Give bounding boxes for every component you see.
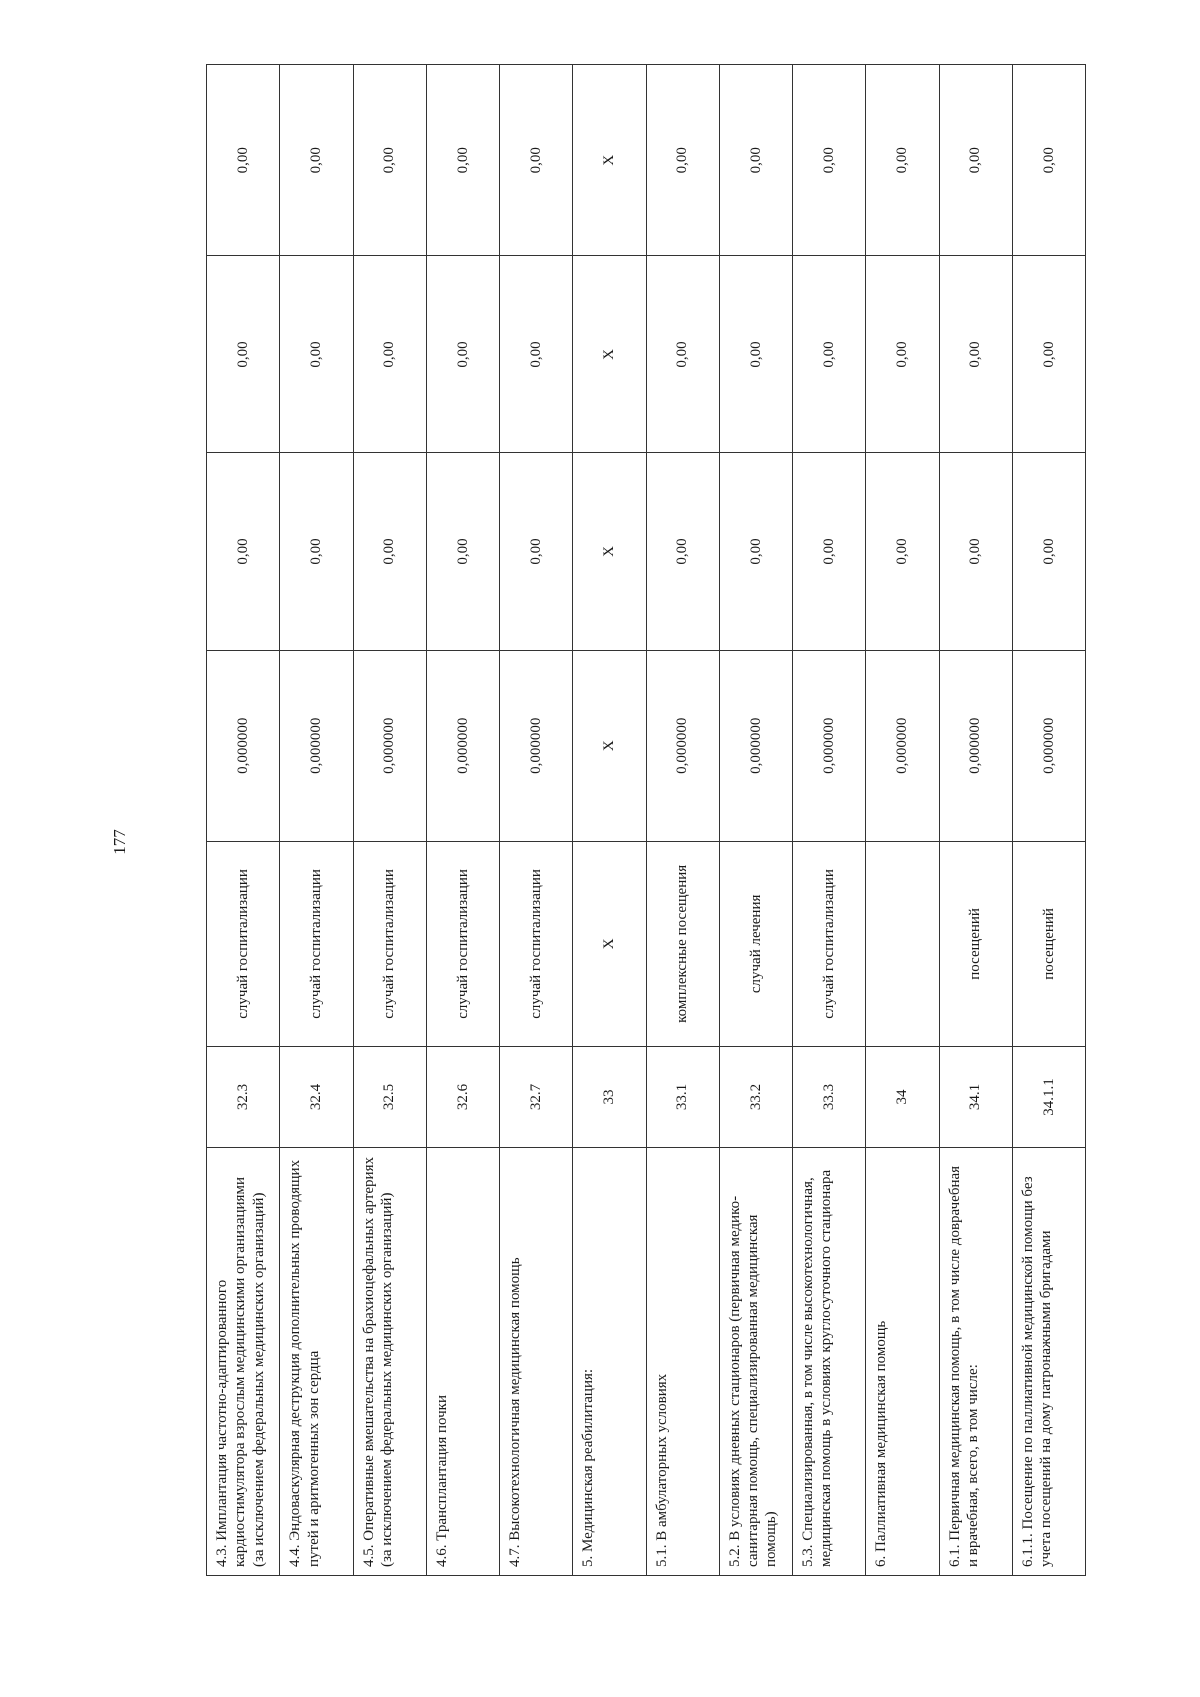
value-cell-2: 0,00 — [939, 453, 1012, 650]
row-name-cell: 5.3. Специализированная, в том числе высокотехнологичная, медицинская помощь в условиях круглосуточного стационара — [793, 1148, 866, 1576]
row-number-cell: 32.5 — [353, 1046, 426, 1147]
value-cell-3: 0,00 — [939, 256, 1012, 453]
table-row — [866, 65, 939, 1576]
unit-cell: посещений — [939, 841, 1012, 1046]
unit-cell: случай госпитализации — [793, 841, 866, 1046]
value-cell-1: 0,000000 — [719, 650, 792, 841]
value-cell-2: 0,00 — [646, 453, 719, 650]
value-cell-1: X — [573, 650, 646, 841]
value-cell-2: 0,00 — [426, 453, 499, 650]
value-cell-1: 0,000000 — [207, 650, 280, 841]
value-cell-3: 0,00 — [280, 256, 353, 453]
value-cell-3: 0,00 — [866, 256, 939, 453]
value-cell-1: 0,000000 — [353, 650, 426, 841]
table-row — [426, 65, 499, 1576]
value-cell-3: 0,00 — [500, 256, 573, 453]
table-row — [207, 65, 280, 1576]
value-cell-2: 0,00 — [353, 453, 426, 650]
row-name-cell: 5. Медицинская реабилитация: — [573, 1148, 646, 1576]
rotated-table-frame — [206, 64, 1086, 1576]
table-row — [353, 65, 426, 1576]
row-name-cell: 6. Паллиативная медицинская помощь — [866, 1148, 939, 1576]
unit-cell: комплексные посещения — [646, 841, 719, 1046]
table-row — [280, 65, 353, 1576]
row-name-cell: 4.6. Трансплантация почки — [426, 1148, 499, 1576]
value-cell-4: 0,00 — [793, 65, 866, 256]
data-table — [206, 64, 1086, 1576]
row-number-cell: 33.3 — [793, 1046, 866, 1147]
value-cell-4: 0,00 — [500, 65, 573, 256]
table-row — [500, 65, 573, 1576]
value-cell-1: 0,000000 — [866, 650, 939, 841]
unit-cell: посещений — [1012, 841, 1085, 1046]
value-cell-2: 0,00 — [280, 453, 353, 650]
row-number-cell: 32.6 — [426, 1046, 499, 1147]
value-cell-3: 0,00 — [793, 256, 866, 453]
value-cell-3: 0,00 — [719, 256, 792, 453]
row-number-cell: 33.1 — [646, 1046, 719, 1147]
value-cell-4: 0,00 — [1012, 65, 1085, 256]
row-name-cell: 4.3. Имплантация частотно-адаптированного кардиостимулятора взрослым медицинскими организациями (за исключением федеральных медицинских организаций) — [207, 1148, 280, 1576]
row-number-cell: 33.2 — [719, 1046, 792, 1147]
value-cell-4: 0,00 — [646, 65, 719, 256]
value-cell-1: 0,000000 — [939, 650, 1012, 841]
table-row — [573, 65, 646, 1576]
row-name-cell: 6.1.1. Посещение по паллиативной медицинской помощи без учета посещений на дому патронажными бригадами — [1012, 1148, 1085, 1576]
value-cell-4: 0,00 — [207, 65, 280, 256]
value-cell-1: 0,000000 — [646, 650, 719, 841]
value-cell-2: 0,00 — [207, 453, 280, 650]
value-cell-1: 0,000000 — [1012, 650, 1085, 841]
value-cell-1: 0,000000 — [426, 650, 499, 841]
value-cell-2: 0,00 — [793, 453, 866, 650]
row-number-cell: 32.7 — [500, 1046, 573, 1147]
value-cell-3: 0,00 — [353, 256, 426, 453]
unit-cell: случай госпитализации — [500, 841, 573, 1046]
value-cell-4: 0,00 — [939, 65, 1012, 256]
row-name-cell: 5.2. В условиях дневных стационаров (первичная медико-санитарная помощь, специализированная медицинская помощь) — [719, 1148, 792, 1576]
row-number-cell: 34 — [866, 1046, 939, 1147]
table-row — [646, 65, 719, 1576]
value-cell-4: 0,00 — [353, 65, 426, 256]
row-name-cell: 6.1. Первичная медицинская помощь, в том числе доврачебная и врачебная, всего, в том числе: — [939, 1148, 1012, 1576]
value-cell-3: 0,00 — [426, 256, 499, 453]
value-cell-2: 0,00 — [500, 453, 573, 650]
value-cell-4: X — [573, 65, 646, 256]
value-cell-2: 0,00 — [866, 453, 939, 650]
value-cell-2: 0,00 — [719, 453, 792, 650]
value-cell-3: 0,00 — [1012, 256, 1085, 453]
value-cell-2: X — [573, 453, 646, 650]
row-number-cell: 33 — [573, 1046, 646, 1147]
unit-cell: X — [573, 841, 646, 1046]
table-row — [939, 65, 1012, 1576]
unit-cell: случай госпитализации — [353, 841, 426, 1046]
row-number-cell: 32.4 — [280, 1046, 353, 1147]
value-cell-3: X — [573, 256, 646, 453]
value-cell-4: 0,00 — [719, 65, 792, 256]
value-cell-3: 0,00 — [646, 256, 719, 453]
value-cell-1: 0,000000 — [793, 650, 866, 841]
row-name-cell: 5.1. В амбулаторных условиях — [646, 1148, 719, 1576]
row-number-cell: 34.1 — [939, 1046, 1012, 1147]
unit-cell: случай госпитализации — [207, 841, 280, 1046]
unit-cell: случай лечения — [719, 841, 792, 1046]
table-row — [1012, 65, 1085, 1576]
value-cell-2: 0,00 — [1012, 453, 1085, 650]
row-number-cell: 34.1.1 — [1012, 1046, 1085, 1147]
value-cell-4: 0,00 — [866, 65, 939, 256]
value-cell-4: 0,00 — [426, 65, 499, 256]
unit-cell: случай госпитализации — [280, 841, 353, 1046]
table-row — [719, 65, 792, 1576]
value-cell-1: 0,000000 — [280, 650, 353, 841]
unit-cell: случай госпитализации — [426, 841, 499, 1046]
row-name-cell: 4.7. Высокотехнологичная медицинская помощь — [500, 1148, 573, 1576]
value-cell-3: 0,00 — [207, 256, 280, 453]
row-number-cell: 32.3 — [207, 1046, 280, 1147]
page-number: 177 — [110, 829, 129, 855]
value-cell-1: 0,000000 — [500, 650, 573, 841]
row-name-cell: 4.5. Оперативные вмешательства на брахиоцефальных артериях (за исключением федеральных медицинских организаций) — [353, 1148, 426, 1576]
unit-cell — [866, 841, 939, 1046]
row-name-cell: 4.4. Эндоваскулярная деструкция дополнительных проводящих путей и аритмогенных зон сердца — [280, 1148, 353, 1576]
table-row — [793, 65, 866, 1576]
value-cell-4: 0,00 — [280, 65, 353, 256]
